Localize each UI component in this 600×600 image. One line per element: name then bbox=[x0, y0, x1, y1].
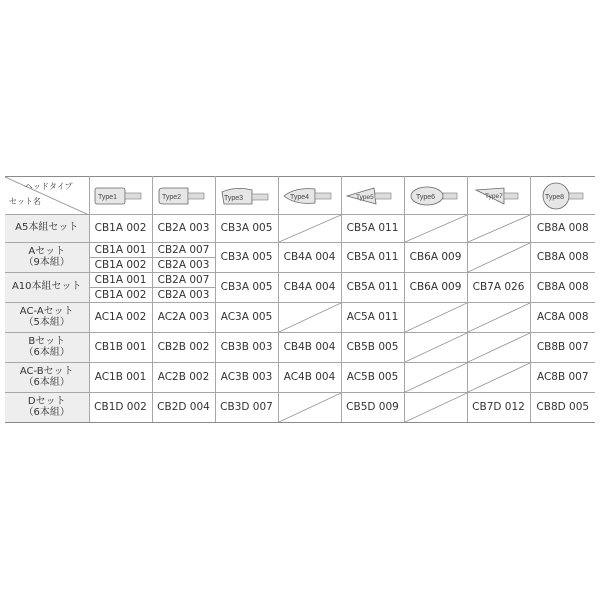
empty-cell bbox=[404, 363, 467, 393]
cell: CB1D 002 bbox=[89, 393, 152, 423]
type3-label: Type3 bbox=[223, 194, 243, 202]
set-name-b bbox=[5, 333, 89, 363]
set-name-d-line1: Dセット bbox=[27, 396, 66, 407]
head-type-label: ヘッドタイプ bbox=[24, 182, 73, 191]
set-name-a-line1: Aセット bbox=[28, 246, 66, 257]
type5-header bbox=[341, 177, 404, 215]
cell: CB1A 002 bbox=[89, 215, 152, 243]
cell: CB2A 003 bbox=[152, 258, 215, 273]
cell: CB8A 008 bbox=[530, 273, 595, 303]
type5-burr-icon bbox=[344, 182, 402, 210]
type1-burr-icon bbox=[92, 182, 150, 210]
set-name-b-line2: （6本組） bbox=[23, 346, 70, 358]
burr-set-table bbox=[5, 176, 595, 423]
cell: CB3D 007 bbox=[215, 393, 278, 423]
type2-burr-icon bbox=[155, 182, 213, 210]
row-d bbox=[5, 393, 595, 423]
set-name-aca-line2: （5本組） bbox=[23, 316, 70, 328]
empty-cell bbox=[404, 333, 467, 363]
set-name-d-line2: （6本組） bbox=[23, 406, 70, 418]
type2-header bbox=[152, 177, 215, 215]
row-aca bbox=[5, 303, 595, 333]
type6-header bbox=[404, 177, 467, 215]
set-name-a bbox=[5, 243, 89, 273]
type1-label: Type1 bbox=[97, 193, 117, 201]
cell: CB1B 001 bbox=[89, 333, 152, 363]
cell: CB3B 003 bbox=[215, 333, 278, 363]
empty-cell bbox=[404, 215, 467, 243]
type6-label: Type6 bbox=[415, 193, 435, 201]
cell: CB2A 007 bbox=[152, 273, 215, 288]
cell: AC5B 005 bbox=[341, 363, 404, 393]
cell: AC3B 003 bbox=[215, 363, 278, 393]
cell: CB3A 005 bbox=[215, 273, 278, 303]
empty-cell bbox=[467, 215, 530, 243]
cell: CB3A 005 bbox=[215, 215, 278, 243]
cell: CB4A 004 bbox=[278, 243, 341, 273]
type3-header bbox=[215, 177, 278, 215]
empty-cell bbox=[404, 393, 467, 423]
type4-header bbox=[278, 177, 341, 215]
empty-cell bbox=[278, 393, 341, 423]
set-name-b-line1: Bセット bbox=[28, 336, 66, 347]
cell: AC1B 001 bbox=[89, 363, 152, 393]
cell: CB5B 005 bbox=[341, 333, 404, 363]
cell: CB1A 002 bbox=[89, 258, 152, 273]
set-name-acb-line1: AC-Bセット bbox=[19, 366, 74, 377]
empty-cell bbox=[404, 303, 467, 333]
cell: CB7A 026 bbox=[467, 273, 530, 303]
cell: AC4B 004 bbox=[278, 363, 341, 393]
type3-burr-icon bbox=[218, 182, 276, 210]
set-name-a5: A5本組セット bbox=[5, 215, 89, 243]
cell: CB1A 002 bbox=[89, 288, 152, 303]
row-acb bbox=[5, 363, 595, 393]
type8-burr-icon bbox=[534, 181, 592, 211]
row-a10-1 bbox=[5, 273, 595, 288]
cell: CB1A 001 bbox=[89, 243, 152, 258]
type7-header bbox=[467, 177, 530, 215]
type8-header bbox=[530, 177, 595, 215]
empty-cell bbox=[467, 243, 530, 273]
cell: CB5D 009 bbox=[341, 393, 404, 423]
cell: CB8A 008 bbox=[530, 243, 595, 273]
row-b bbox=[5, 333, 595, 363]
cell: CB2B 002 bbox=[152, 333, 215, 363]
set-name-label: セット名 bbox=[9, 197, 41, 206]
cell: CB4A 004 bbox=[278, 273, 341, 303]
cell: CB2A 007 bbox=[152, 243, 215, 258]
row-a-1 bbox=[5, 243, 595, 258]
cell: CB8D 005 bbox=[530, 393, 595, 423]
cell: CB6A 009 bbox=[404, 243, 467, 273]
empty-cell bbox=[278, 215, 341, 243]
set-name-a-line2: （9本組） bbox=[23, 256, 70, 268]
type2-label: Type2 bbox=[161, 193, 181, 201]
set-name-aca-line1: AC-Aセット bbox=[19, 306, 74, 317]
cell: AC8A 008 bbox=[530, 303, 595, 333]
cell: AC3A 005 bbox=[215, 303, 278, 333]
empty-cell bbox=[278, 303, 341, 333]
type7-label: Type7 bbox=[484, 192, 503, 200]
set-name-aca bbox=[5, 303, 89, 333]
type5-label: Type5 bbox=[355, 193, 374, 201]
header-row bbox=[5, 177, 595, 215]
cell: CB1A 001 bbox=[89, 273, 152, 288]
set-name-a10: A10本組セット bbox=[5, 273, 89, 303]
type6-burr-icon bbox=[407, 182, 465, 210]
cell: AC2B 002 bbox=[152, 363, 215, 393]
empty-cell bbox=[467, 303, 530, 333]
type4-burr-icon bbox=[281, 182, 339, 210]
corner-header bbox=[5, 177, 89, 215]
cell: CB5A 011 bbox=[341, 243, 404, 273]
cell: AC1A 002 bbox=[89, 303, 152, 333]
cell: CB7D 012 bbox=[467, 393, 530, 423]
cell: CB8B 007 bbox=[530, 333, 595, 363]
type1-header bbox=[89, 177, 152, 215]
cell: CB4B 004 bbox=[278, 333, 341, 363]
cell: CB5A 011 bbox=[341, 215, 404, 243]
cell: CB3A 005 bbox=[215, 243, 278, 273]
empty-cell bbox=[467, 333, 530, 363]
cell: AC5A 011 bbox=[341, 303, 404, 333]
cell: CB8A 008 bbox=[530, 215, 595, 243]
cell: CB2A 003 bbox=[152, 215, 215, 243]
cell: AC2A 003 bbox=[152, 303, 215, 333]
type8-label: Type8 bbox=[544, 193, 564, 201]
row-a5 bbox=[5, 215, 595, 243]
set-name-d bbox=[5, 393, 89, 423]
set-name-acb bbox=[5, 363, 89, 393]
cell: CB2D 004 bbox=[152, 393, 215, 423]
cell: CB5A 011 bbox=[341, 273, 404, 303]
cell: AC8B 007 bbox=[530, 363, 595, 393]
type4-label: Type4 bbox=[289, 193, 309, 201]
empty-cell bbox=[467, 363, 530, 393]
cell: CB2A 003 bbox=[152, 288, 215, 303]
cell: CB6A 009 bbox=[404, 273, 467, 303]
set-name-acb-line2: （6本組） bbox=[23, 376, 70, 388]
type7-burr-icon bbox=[470, 182, 528, 210]
